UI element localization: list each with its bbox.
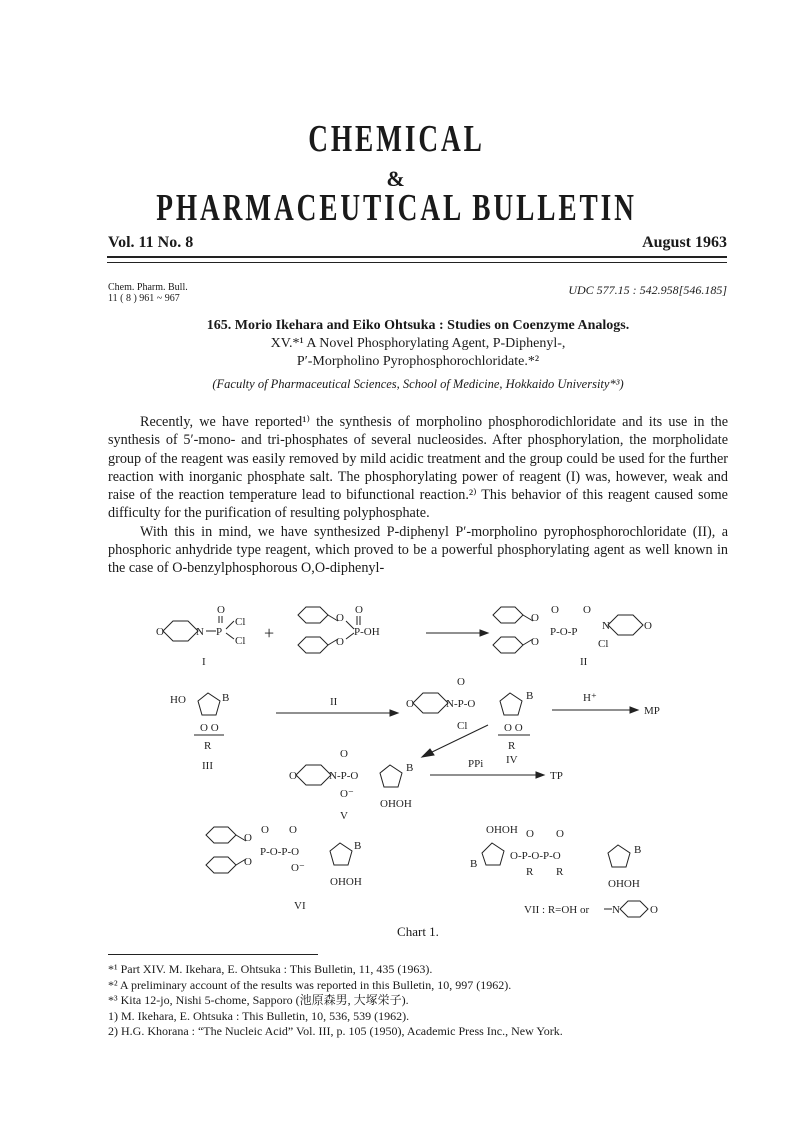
footnote-3: *³ Kita 12-jo, Nishi 5-chome, Sapporo (池原森男, 大塚栄子).: [108, 993, 409, 1008]
svg-text:Cl: Cl: [457, 720, 468, 732]
svg-text:B: B: [634, 844, 642, 856]
compound-V-structure: [289, 748, 413, 810]
label-V: V: [340, 810, 348, 822]
svg-text:O: O: [457, 676, 465, 688]
label-R-IV: R: [508, 740, 516, 752]
footnote-1: *¹ Part XIV. M. Ikehara, E. Ohtsuka : This Bulletin, 11, 435 (1963).: [108, 962, 433, 976]
body-paragraph-1: Recently, we have reported¹⁾ the synthesis of morpholino phosphorodichloridate and its use in the synthesis of 5′-mono- and tri-phosphates of several nucleosides. After phosphorylation, the morpholidate group of the reagent was easily removed by mild acidic treatment and the group could be used for the further reaction with inorganic phosphate salt. The phosphorylating power of reagent (I) was, however, weak and raise of the reaction temperature lead to bifunctional reaction.²⁾ This behavior of this reagent caused some difficulty for the purification of resulting polyphosphate.: [108, 414, 728, 522]
chart-caption: Chart 1.: [397, 924, 439, 939]
svg-text:O: O: [556, 828, 564, 840]
svg-text:B: B: [406, 762, 414, 774]
compound-VI-structure: [206, 824, 362, 888]
label-I: I: [202, 656, 206, 668]
svg-text:O: O: [583, 604, 591, 616]
product-MP: MP: [644, 705, 660, 717]
svg-text:O: O: [336, 636, 344, 648]
svg-text:P-O-P-O: P-O-P-O: [260, 846, 300, 858]
footnotes: [108, 962, 728, 1040]
svg-text:O O: O O: [504, 722, 523, 734]
svg-text:OHOH: OHOH: [608, 878, 640, 890]
label-R-VII-1: R: [526, 866, 534, 878]
udc-code: UDC 577.15 : 542.958[546.185]: [568, 283, 727, 297]
volume-number: Vol. 11 No. 8: [108, 234, 194, 251]
svg-text:O: O: [650, 904, 658, 916]
svg-text:O-P-O-P-O: O-P-O-P-O: [510, 850, 561, 862]
svg-text:B: B: [526, 690, 534, 702]
svg-text:P-OH: P-OH: [354, 626, 380, 638]
journal-title-line2: PHARMACEUTICAL BULLETIN: [156, 187, 637, 229]
svg-text:B: B: [470, 858, 478, 870]
svg-text:O: O: [531, 636, 539, 648]
header-rule-thin: [107, 262, 727, 263]
svg-text:Cl: Cl: [235, 635, 246, 647]
svg-text:OHOH: OHOH: [486, 824, 518, 836]
arrow-label-H-plus: H⁺: [583, 692, 597, 704]
reaction-scheme: [108, 603, 728, 918]
compound-III-structure: [170, 692, 229, 752]
svg-text:Cl: Cl: [598, 638, 609, 650]
svg-text:B: B: [354, 840, 362, 852]
svg-text:O: O: [531, 612, 539, 624]
svg-text:N: N: [612, 904, 620, 916]
diphenylphosphate-structure: [298, 604, 380, 653]
svg-text:O: O: [217, 604, 225, 616]
footnote-rule: [108, 954, 318, 955]
journal-title-line1: CHEMICAL: [308, 118, 485, 160]
svg-text:OHOH: OHOH: [380, 798, 412, 810]
journal-title-ampersand: &: [386, 166, 407, 191]
citation-line2: 11 ( 8 ) 961 ~ 967: [108, 293, 180, 304]
label-VII: VII : R=OH or: [524, 904, 590, 916]
arrow-label-II: II: [330, 696, 338, 708]
svg-text:O O: O O: [200, 722, 219, 734]
svg-text:O: O: [244, 856, 252, 868]
label-III: III: [202, 760, 213, 772]
header-rule-thick: [107, 256, 727, 258]
svg-text:O: O: [406, 698, 414, 710]
citation-block: [108, 282, 188, 304]
svg-text:O: O: [244, 832, 252, 844]
svg-text:HO: HO: [170, 694, 186, 706]
citation-line1: Chem. Pharm. Bull.: [108, 282, 188, 293]
svg-text:O: O: [336, 612, 344, 624]
svg-text:Cl: Cl: [235, 616, 246, 628]
compound-II-structure: [493, 604, 652, 653]
compound-I-structure: [156, 604, 245, 647]
title-line1: 165. Morio Ikehara and Eiko Ohtsuka : Studies on Coenzyme Analogs.: [206, 318, 630, 333]
label-VI: VI: [294, 900, 306, 912]
label-R-VII-2: R: [556, 866, 564, 878]
svg-text:O⁻: O⁻: [291, 862, 305, 874]
svg-text:O: O: [156, 626, 164, 638]
svg-text:P-O-P: P-O-P: [550, 626, 578, 638]
svg-text:O: O: [289, 824, 297, 836]
reference-1: 1) M. Ikehara, E. Ohtsuka : This Bulletin, 10, 536, 539 (1962).: [108, 1008, 410, 1023]
product-TP: TP: [550, 770, 563, 782]
svg-text:OHOH: OHOH: [330, 876, 362, 888]
svg-text:O: O: [340, 748, 348, 760]
svg-text:N: N: [602, 620, 610, 632]
svg-text:N-P-O: N-P-O: [329, 770, 359, 782]
svg-text:N: N: [196, 626, 204, 638]
svg-text:O⁻: O⁻: [340, 788, 354, 800]
svg-text:B: B: [222, 692, 230, 704]
issue-date: August 1963: [642, 234, 727, 251]
morpholino-group-VII: [604, 901, 658, 917]
svg-text:N-P-O: N-P-O: [446, 698, 476, 710]
svg-text:O: O: [261, 824, 269, 836]
compound-IV-structure: [406, 676, 533, 752]
article-title: [108, 317, 728, 371]
plus-sign: +: [264, 623, 275, 643]
svg-text:P: P: [216, 626, 223, 638]
svg-text:O: O: [355, 604, 363, 616]
arrow-label-PPi: PPi: [468, 758, 484, 770]
affiliation: (Faculty of Pharmaceutical Sciences, School of Medicine, Hokkaido University*³): [212, 377, 624, 391]
body-paragraph-2: With this in mind, we have synthesized P-diphenyl P′-morpholino pyrophosphorochloridate (II), a phosphoric anhydride type reagent, which proved to be a powerful phosphorylating agent as well known in the case of O-benzylphosphorous O,O-diphenyl-: [108, 523, 728, 577]
label-IV: IV: [506, 754, 518, 766]
title-line2: XV.*¹ A Novel Phosphorylating Agent, P-Diphenyl-,: [270, 336, 566, 351]
title-line3: P′-Morpholino Pyrophosphorochloridate.*²: [296, 354, 540, 369]
label-R-III: R: [204, 740, 212, 752]
reference-2: 2) H.G. Khorana : “The Nucleic Acid” Vol. III, p. 105 (1950), Academic Press Inc., New York.: [108, 1024, 563, 1039]
footnote-2: *² A preliminary account of the results was reported in this Bulletin, 10, 997 (1962).: [108, 977, 512, 992]
svg-text:O: O: [289, 770, 297, 782]
svg-text:O: O: [551, 604, 559, 616]
label-II: II: [580, 656, 588, 668]
compound-VII-structure: [470, 824, 641, 890]
article-body: [108, 413, 728, 578]
svg-text:O: O: [644, 620, 652, 632]
svg-text:O: O: [526, 828, 534, 840]
